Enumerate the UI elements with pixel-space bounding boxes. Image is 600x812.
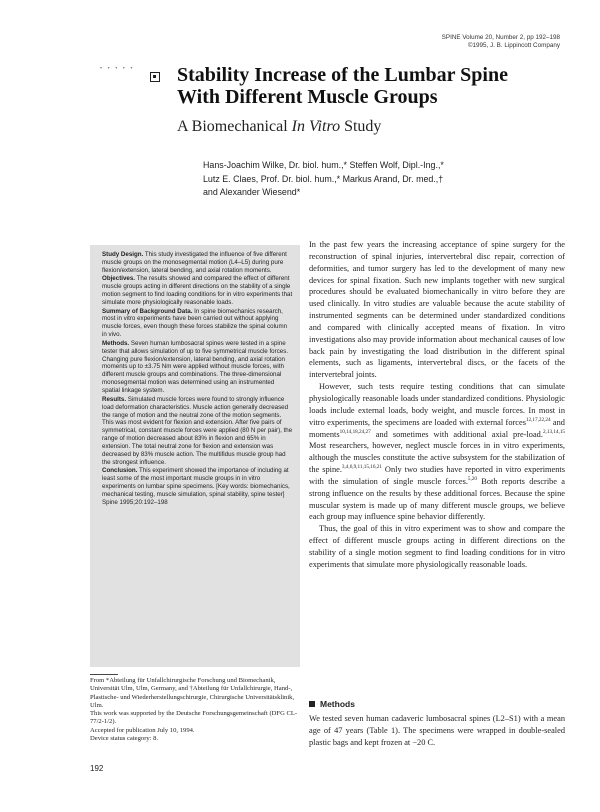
body-text: and moments — [309, 417, 565, 439]
citation-superscript: 10,14,18,24,27 — [339, 428, 371, 435]
body-text: Only two studies have reported in vitro experiments with the simulation of single muscle forces. — [309, 465, 565, 486]
methods-heading-text: Methods — [320, 699, 355, 709]
body-paragraph-1: In the past few years the increasing acceptance of spine surgery for the reconstruction of spinal injuries, intervertebral disc repair, correction of deformities, and tumor surgery has led to the development of many new devices for spinal fixation. Such new implants together with new surgical procedures should be evaluated biomechanically in vitro before they are used clinically. In vitro studies are valuable because the acute stability of instrumented segments can be determined under standardized conditions and compared with clinically accepted means of fixation. In vitro investigations also may provide information about mechanical causes of low back pain by investigating the load distribution in the different spinal elements, such as ligaments, intervertebral discs, or the facets of the intervertebral joints. — [309, 240, 565, 380]
body-paragraph-3: Thus, the goal of this in vitro experiment was to show and compare the effect of different muscle groups acting in different directions on the stability of a single motion segment to find loading conditions for in vitro experiments that simulate more physiologically reasonable loads. — [309, 524, 565, 569]
journal-line-2: ©1995, J. B. Lippincott Company — [467, 42, 560, 49]
footnote-divider — [90, 674, 118, 675]
footnote-device: Device status category: 8. — [90, 735, 159, 743]
section-square-icon — [309, 701, 315, 707]
methods-paragraph: We tested seven human cadaveric lumbosacral spines (L2–S1) with a mean age of 47 years (Table 1). The specimens were wrapped in double-sealed plastic bags and kept frozen at −20 C. — [309, 714, 565, 747]
citation-superscript: 2,13,14,15 — [542, 428, 565, 435]
abstract-label: Objectives. — [102, 275, 136, 283]
citation-superscript: 12,17,22,24 — [525, 416, 551, 423]
journal-line-1: SPINE Volume 20, Number 2, pp 192–198 — [441, 34, 560, 41]
abstract-text: The results showed and compared the effect of different muscle groups acting in different directions on the stability of a single motion segment to find loading conditions for in vitro experiments that simulate more physiologically reasonable loads. — [102, 275, 293, 307]
methods-heading — [309, 699, 355, 709]
abstract-label: Results. — [102, 395, 127, 403]
authors-line-3: and Alexander Wiesend* — [203, 187, 301, 197]
abstract-text: This study investigated the influence of five different muscle groups on the monosegmental motion (L4–L5) during pure flexion/extension, lateral bending, and axial rotation moments. — [102, 251, 287, 274]
body-text: Most researchers, however, neglect muscle forces in in vitro experiments, although the muscles constitute the active subsystem for the stabilization of the spine. — [309, 441, 565, 475]
abstract-label: Conclusion. — [102, 467, 138, 475]
footnote-accepted: Accepted for publication July 10, 1994. — [90, 726, 195, 734]
body-text: However, such tests require testing conditions that can simulate physiologically reasonable loads under standardized conditions. Physiologic loads include external loads, body weight, and muscle forces. In most in vitro experiments, the specimens are loaded with external forces — [309, 382, 565, 427]
body-text: Both reports describe a strong influence on the results by these additional forces. Because the spine muscular system is made up of many different muscle groups, we believe each group may influence spine behavior differently. — [309, 476, 565, 522]
journal-logo-icon — [150, 72, 160, 82]
authors-line-2: Lutz E. Claes, Prof. Dr. biol. hum.,* Markus Arand, Dr. med.,† — [203, 173, 444, 184]
abstract-conclusion — [102, 467, 293, 507]
footnote-affiliation: From *Abteilung für Unfallchirurgische Forschung und Biomechanik, Universität Ulm, Ulm, Germany, and †Abteilung für Unfallchirurgie, Hand-, Plastische- und Wiederherstellungschirurgie, Chirurgische Universitätsklinik, Ulm. — [90, 677, 295, 709]
page-number: 192 — [90, 764, 104, 773]
abstract-label: Study Design. — [102, 251, 144, 258]
citation-superscript: 5,20 — [467, 476, 477, 483]
article-title — [177, 64, 567, 108]
abstract-text: Seven human lumbosacral spines were tested in a spine tester that allows simulation of up to five symmetrical muscle forces. Changing pure flexion/extension, lateral bending, and axial rotation moments up to ±3.75 Nm were applied without muscle forces, with different muscle groups and combinations. The three-dimensional monosegmental motion was determined using an instrumented spatial linkage system. — [102, 339, 289, 395]
body-paragraph-2 — [309, 381, 565, 523]
article-subtitle — [177, 118, 567, 136]
author-list — [203, 159, 563, 200]
abstract-box — [90, 245, 300, 667]
abstract-background — [102, 308, 293, 340]
abstract-text: This experiment showed the importance of including at least some of the most important muscle groups in in vitro experiments on lumbar spine specimens. [Key words: biomechanics, mechanical testing, muscle simulation, spinal stability, spine tester] Spine 1995;20:192–198 — [102, 467, 290, 507]
abstract-label: Methods. — [102, 339, 130, 347]
abstract-text: Simulated muscle forces were found to strongly influence load deformation characteristics. Muscle action generally decreased the range of motion and the neutral zone of the motion segments. This was most evident for flexion and extension. After five pairs of symmetrical, constant muscle forces were applied (80 N per pair), the range of motion decreased about 83% in flexion and 65% in extension. The total neutral zone for flexion and extension was decreased by 83% muscle action. The multifidus muscle group had the strongest influence. — [102, 395, 293, 466]
subtitle-prefix: A Biomechanical — [177, 118, 292, 135]
abstract-label: Summary of Background Data. — [102, 307, 193, 315]
subtitle-italic: In Vitro — [291, 118, 341, 135]
abstract-methods — [102, 340, 293, 395]
authors-line-1: Hans-Joachim Wilke, Dr. biol. hum.,* Steffen Wolf, Dipl.-Ing.,* — [203, 160, 444, 170]
abstract-objectives — [102, 275, 293, 307]
footnote-support: This work was supported by the Deutsche Forschungsgemeinschaft (DFG CL-77/2-1/2). — [90, 710, 298, 726]
body-text: and sometimes with additional axial pre-load. — [370, 429, 543, 439]
header-dots: • • • • • — [100, 66, 135, 72]
footnotes — [90, 677, 300, 743]
abstract-study-design — [102, 251, 293, 275]
title-line-2: With Different Muscle Groups — [177, 86, 438, 108]
subtitle-suffix: Study — [340, 118, 382, 135]
body-column — [309, 239, 565, 571]
abstract-text: In spine biomechanics research, most in vitro experiments have been carried out without applying muscle forces, even though these forces stabilize the spinal column in vivo. — [102, 307, 288, 339]
journal-citation — [340, 34, 560, 50]
abstract-results — [102, 396, 293, 467]
title-line-1: Stability Increase of the Lumbar Spine — [177, 64, 508, 86]
citation-superscript: 3,4,6,9,11,15,16,21 — [341, 464, 382, 471]
